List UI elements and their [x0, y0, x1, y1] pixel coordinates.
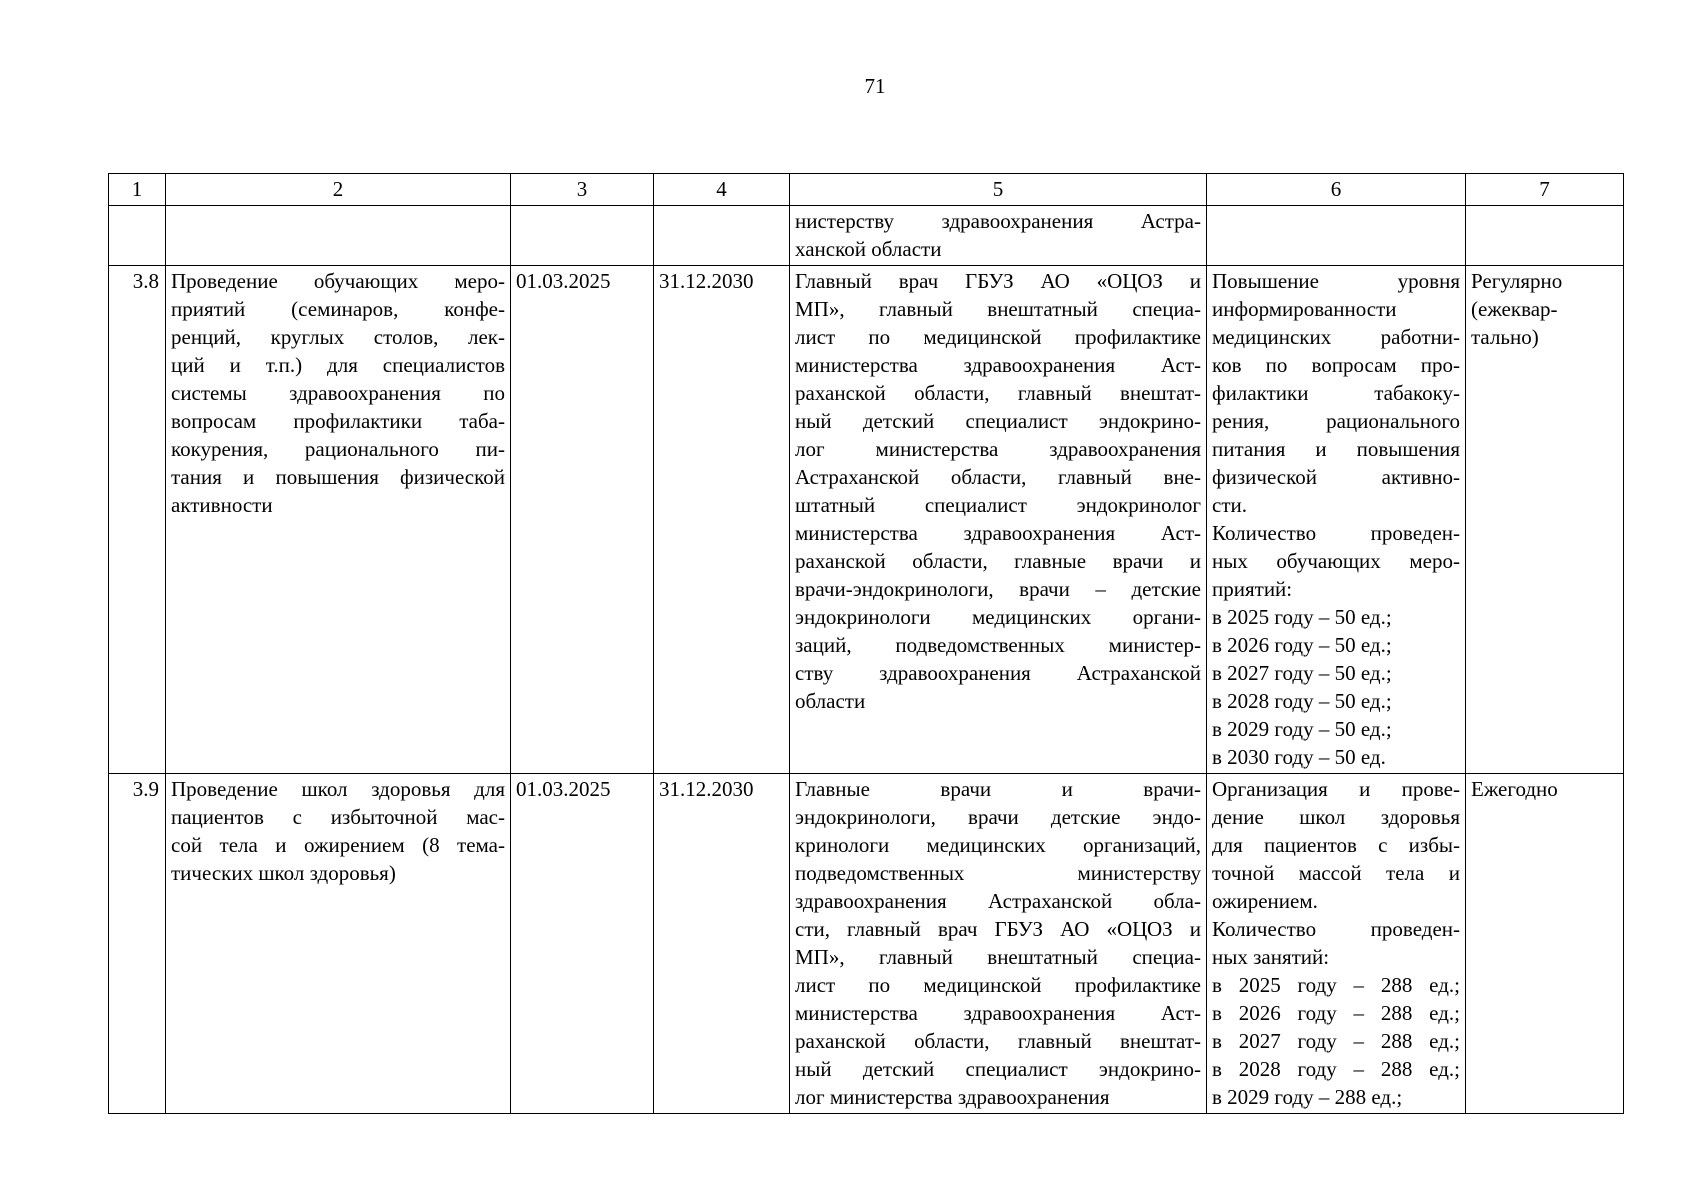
text-line: здравоохранения Астраханской обла- [795, 889, 1201, 913]
text-line: ханской области [795, 237, 942, 261]
text-line: в 2026 году – 288 ед.; [1212, 1001, 1460, 1025]
text-line: раханской области, главный внештат- [795, 381, 1201, 405]
table-row [109, 774, 1624, 1114]
empty-cell [511, 206, 654, 266]
text-line: тально) [1471, 325, 1539, 349]
text-line: в 2027 году – 50 ед.; [1212, 661, 1392, 685]
text-line: Проведение школ здоровья для [171, 777, 505, 801]
result-cell [1207, 266, 1466, 774]
end-date-cell: 31.12.2030 [654, 774, 790, 1114]
column-number-header-row [109, 174, 1624, 206]
text-line: кокурения, рационального пи- [171, 437, 505, 461]
table-row [109, 266, 1624, 774]
responsible-cell [790, 266, 1207, 774]
page-number: 71 [864, 74, 886, 98]
text-line: сти, главный врач ГБУЗ АО «ОЦОЗ и [795, 917, 1201, 941]
text-line: питания и повышения [1212, 437, 1460, 461]
continuation-row [109, 206, 1624, 266]
text-line: ных занятий: [1212, 945, 1330, 969]
text-line: дение школ здоровья [1212, 805, 1460, 829]
text-line: Количество проведен- [1212, 521, 1460, 545]
text-line: сти. [1212, 493, 1247, 517]
text-line: министерства здравоохранения Аст- [795, 521, 1201, 545]
result-cell [1207, 774, 1466, 1114]
empty-cell [1466, 206, 1624, 266]
text-line: лист по медицинской профилактике [795, 973, 1201, 997]
text-line: филактики табакоку- [1212, 381, 1460, 405]
text-line: в 2025 году – 288 ед.; [1212, 973, 1460, 997]
text-line: в 2027 году – 288 ед.; [1212, 1029, 1460, 1053]
text-line: МП», главный внештатный специа- [795, 297, 1201, 321]
text-line: Главные врачи и врачи- [795, 777, 1201, 801]
text-line: информированности [1212, 297, 1397, 321]
text-line: лог министерства здравоохранения [795, 1085, 1110, 1109]
periodicity-cell [1466, 774, 1624, 1114]
text-line: министерства здравоохранения Аст- [795, 1001, 1201, 1025]
text-line: Регулярно [1471, 269, 1563, 293]
measure-name-cell [166, 774, 511, 1114]
column-header: 4 [654, 174, 790, 206]
text-line: Повышение уровня [1212, 269, 1460, 293]
start-date-cell: 01.03.2025 [511, 774, 654, 1114]
text-line: системы здравоохранения по [171, 381, 505, 405]
column-header: 7 [1466, 174, 1624, 206]
text-line: лист по медицинской профилактике [795, 325, 1201, 349]
text-line: Ежегодно [1471, 777, 1558, 801]
text-line: для пациентов с избы- [1212, 833, 1460, 857]
text-line: ожирением. [1212, 889, 1318, 913]
empty-cell [1207, 206, 1466, 266]
text-line: ций и т.п.) для специалистов [171, 353, 505, 377]
text-line: в 2029 году – 50 ед.; [1212, 717, 1392, 741]
text-line: в 2026 году – 50 ед.; [1212, 633, 1392, 657]
text-line: Главный врач ГБУЗ АО «ОЦОЗ и [795, 269, 1201, 293]
text-line: (ежеквар- [1471, 297, 1558, 321]
text-line: точной массой тела и [1212, 861, 1460, 885]
text-line: ков по вопросам про- [1212, 353, 1460, 377]
responsible-cell [790, 774, 1207, 1114]
text-line: МП», главный внештатный специа- [795, 945, 1201, 969]
text-line: подведомственных министерству [795, 861, 1201, 885]
continuation-responsible-cell [790, 206, 1207, 266]
text-line: эндокринологи медицинских органи- [795, 605, 1201, 629]
text-line: заций, подведомственных министер- [795, 633, 1201, 657]
text-line: ренций, круглых столов, лек- [171, 325, 505, 349]
text-line: вопросам профилактики таба- [171, 409, 505, 433]
column-header: 1 [109, 174, 166, 206]
text-line: Проведение обучающих меро- [171, 269, 505, 293]
periodicity-cell [1466, 266, 1624, 774]
text-line: в 2030 году – 50 ед. [1212, 745, 1386, 769]
text-line: Количество проведен- [1212, 917, 1460, 941]
text-line: приятий (семинаров, конфе- [171, 297, 505, 321]
text-line: врачи-эндокринологи, врачи – детские [795, 577, 1201, 601]
text-line: пациентов с избыточной мас- [171, 805, 505, 829]
text-line: в 2025 году – 50 ед.; [1212, 605, 1392, 629]
text-line: нистерству здравоохранения Астра- [795, 209, 1201, 233]
text-line: в 2028 году – 50 ед.; [1212, 689, 1392, 713]
measures-table [108, 173, 1624, 1114]
empty-cell [654, 206, 790, 266]
row-number: 3.8 [109, 266, 166, 774]
text-line: Астраханской области, главный вне- [795, 465, 1201, 489]
text-line: штатный специалист эндокринолог [795, 493, 1201, 517]
empty-cell [166, 206, 511, 266]
text-line: министерства здравоохранения Аст- [795, 353, 1201, 377]
column-header: 2 [166, 174, 511, 206]
text-line: раханской области, главные врачи и [795, 549, 1201, 573]
measure-name-cell [166, 266, 511, 774]
text-line: лог министерства здравоохранения [795, 437, 1201, 461]
text-line: в 2028 году – 288 ед.; [1212, 1057, 1460, 1081]
text-line: активности [171, 493, 273, 517]
text-line: раханской области, главный внештат- [795, 1029, 1201, 1053]
text-line: тических школ здоровья) [171, 861, 396, 885]
row-number: 3.9 [109, 774, 166, 1114]
start-date-cell: 01.03.2025 [511, 266, 654, 774]
text-line: Организация и прове- [1212, 777, 1460, 801]
text-line: медицинских работни- [1212, 325, 1460, 349]
text-line: ный детский специалист эндокрино- [795, 1057, 1201, 1081]
column-header: 3 [511, 174, 654, 206]
text-line: кринологи медицинских организаций, [795, 833, 1201, 857]
text-line: рения, рационального [1212, 409, 1460, 433]
column-header: 5 [790, 174, 1207, 206]
text-line: области [795, 689, 866, 713]
column-header: 6 [1207, 174, 1466, 206]
empty-cell [109, 206, 166, 266]
text-line: тания и повышения физической [171, 465, 505, 489]
text-line: в 2029 году – 288 ед.; [1212, 1085, 1403, 1109]
text-line: ству здравоохранения Астраханской [795, 661, 1201, 685]
text-line: физической активно- [1212, 465, 1460, 489]
end-date-cell: 31.12.2030 [654, 266, 790, 774]
text-line: ных обучающих меро- [1212, 549, 1460, 573]
text-line: ный детский специалист эндокрино- [795, 409, 1201, 433]
text-line: приятий: [1212, 577, 1293, 601]
text-line: сой тела и ожирением (8 тема- [171, 833, 505, 857]
text-line: эндокринологи, врачи детские эндо- [795, 805, 1201, 829]
